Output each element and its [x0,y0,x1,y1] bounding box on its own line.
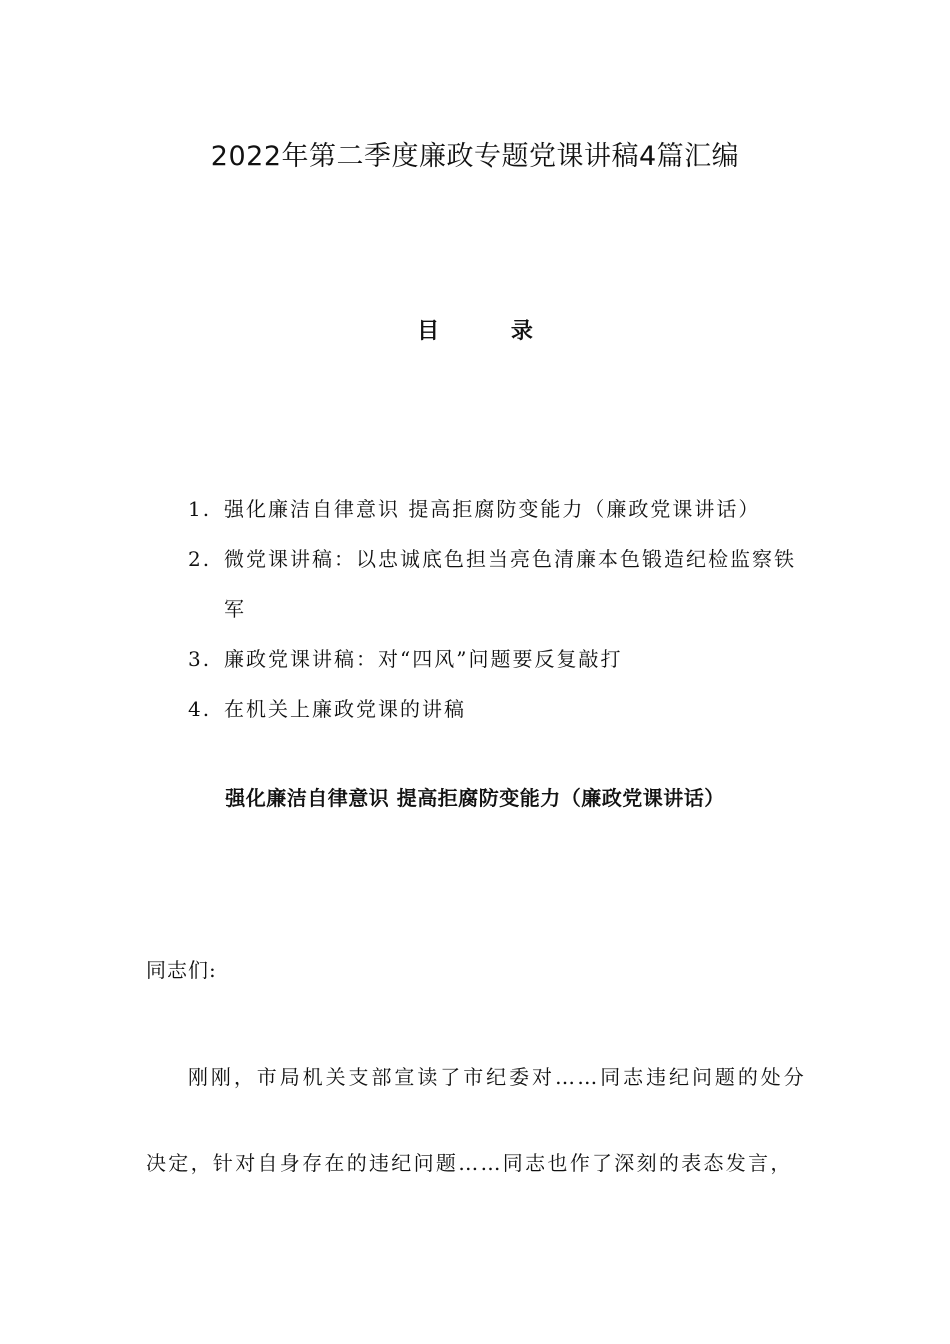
toc-item-text: 强化廉洁自律意识 提高拒腐防变能力（廉政党课讲话） [224,497,761,521]
document-title: 2022年第二季度廉政专题党课讲稿4篇汇编 [210,141,740,172]
toc-item-text: 廉政党课讲稿：对“四风”问题要反复敲打 [224,647,623,671]
toc-item-number: 2. [188,547,212,571]
section-title: 强化廉洁自律意识 提高拒腐防变能力（廉政党课讲话） [225,786,725,810]
toc-item [188,534,808,634]
toc-item [188,684,808,734]
toc-item-number: 4. [188,697,212,721]
toc-item-number: 1. [188,497,212,521]
toc-item-number: 3. [188,647,212,671]
toc-item [188,634,808,684]
table-of-contents [188,484,808,734]
toc-item [188,484,808,534]
toc-item-text: 在机关上廉政党课的讲稿 [224,697,466,721]
toc-item-text: 微党课讲稿：以忠诚底色担当亮色清廉本色锻造纪检监察铁军 [224,547,796,621]
toc-heading: 目 录 [417,319,555,344]
salutation: 同志们: [146,958,217,982]
body-paragraph: 刚刚，市局机关支部宣读了市纪委对……同志违纪问题的处分决定，针对自身存在的违纪问题……同志也作了深刻的表态发言， [146,1065,806,1175]
